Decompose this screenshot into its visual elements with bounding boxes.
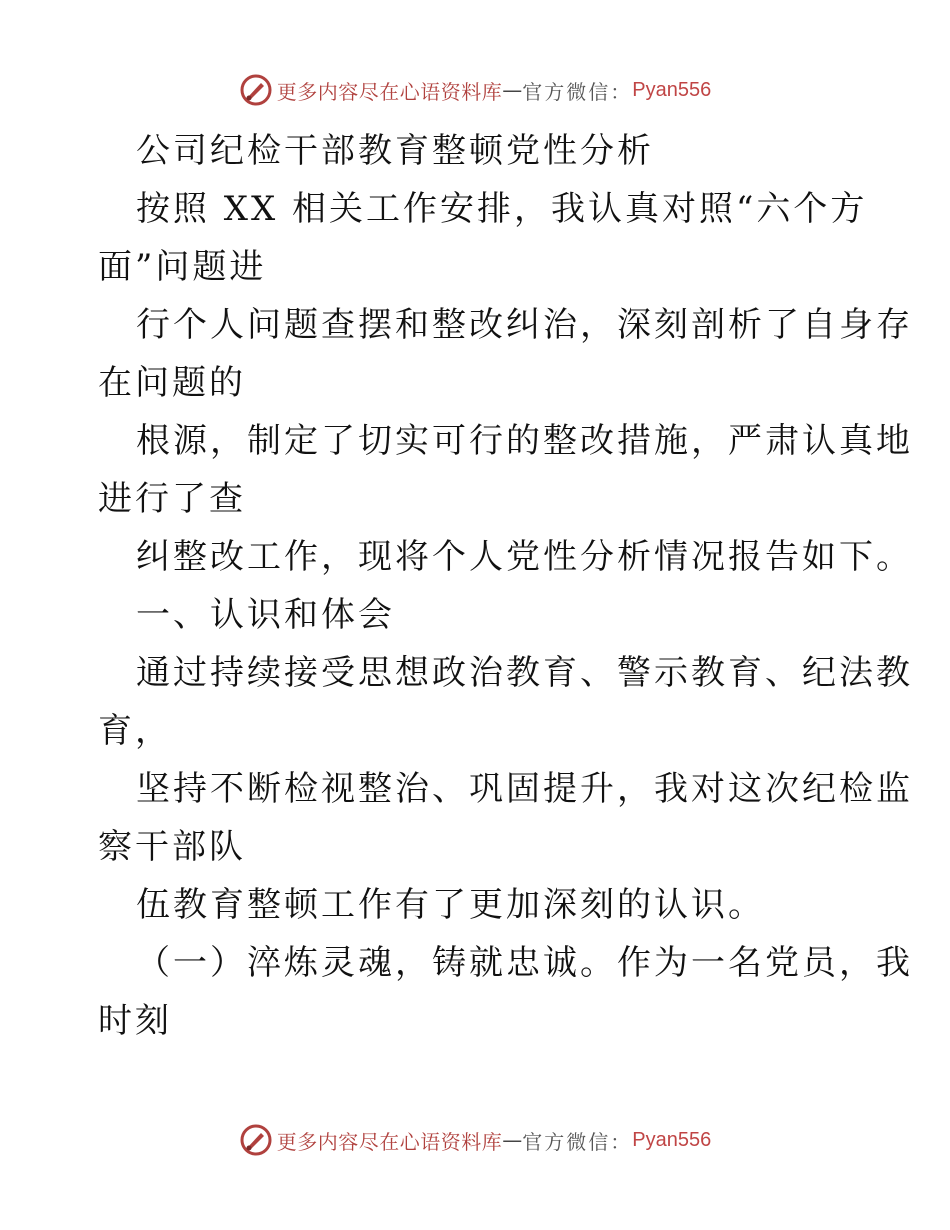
doc-line: 面”问题进 — [98, 247, 267, 287]
doc-line: 按照 XX 相关工作安排，我认真对照“六个方 — [136, 189, 868, 229]
section-heading: 一、认识和体会 — [136, 595, 395, 635]
footer-banner — [0, 1120, 950, 1160]
brush-logo-icon — [239, 1123, 273, 1157]
subsection-heading: （一）淬炼灵魂，铸就忠诚。作为一名党员，我 — [136, 943, 913, 983]
doc-line: 育， — [98, 711, 172, 751]
doc-title: 公司纪检干部教育整顿党性分析 — [136, 131, 654, 171]
doc-line: 根源，制定了切实可行的整改措施，严肃认真地 — [136, 421, 913, 461]
doc-line: 通过持续接受思想政治教育、警示教育、纪法教 — [136, 653, 913, 693]
wechat-id: Pyan556 — [632, 78, 712, 101]
wechat-label: 官方微信： — [522, 1129, 633, 1154]
header-banner — [0, 70, 950, 110]
doc-line: 在问题的 — [98, 363, 246, 403]
doc-line: 纠整改工作，现将个人党性分析情况报告如下。 — [136, 537, 913, 577]
doc-line: 进行了查 — [98, 479, 246, 519]
banner-separator: — — [502, 1128, 523, 1152]
wechat-id: Pyan556 — [632, 1128, 712, 1151]
banner-text: 更多内容尽在心语资料库 — [276, 79, 503, 104]
brush-logo-icon — [239, 73, 273, 107]
doc-line: 察干部队 — [98, 827, 246, 867]
banner-separator: — — [502, 78, 523, 102]
document-body — [98, 122, 913, 1050]
doc-line: 时刻 — [98, 1001, 172, 1041]
wechat-label: 官方微信： — [522, 79, 633, 104]
doc-line: 行个人问题查摆和整改纠治，深刻剖析了自身存 — [136, 305, 913, 345]
doc-line: 伍教育整顿工作有了更加深刻的认识。 — [136, 885, 765, 925]
banner-text: 更多内容尽在心语资料库 — [276, 1129, 503, 1154]
doc-line: 坚持不断检视整治、巩固提升，我对这次纪检监 — [136, 769, 913, 809]
